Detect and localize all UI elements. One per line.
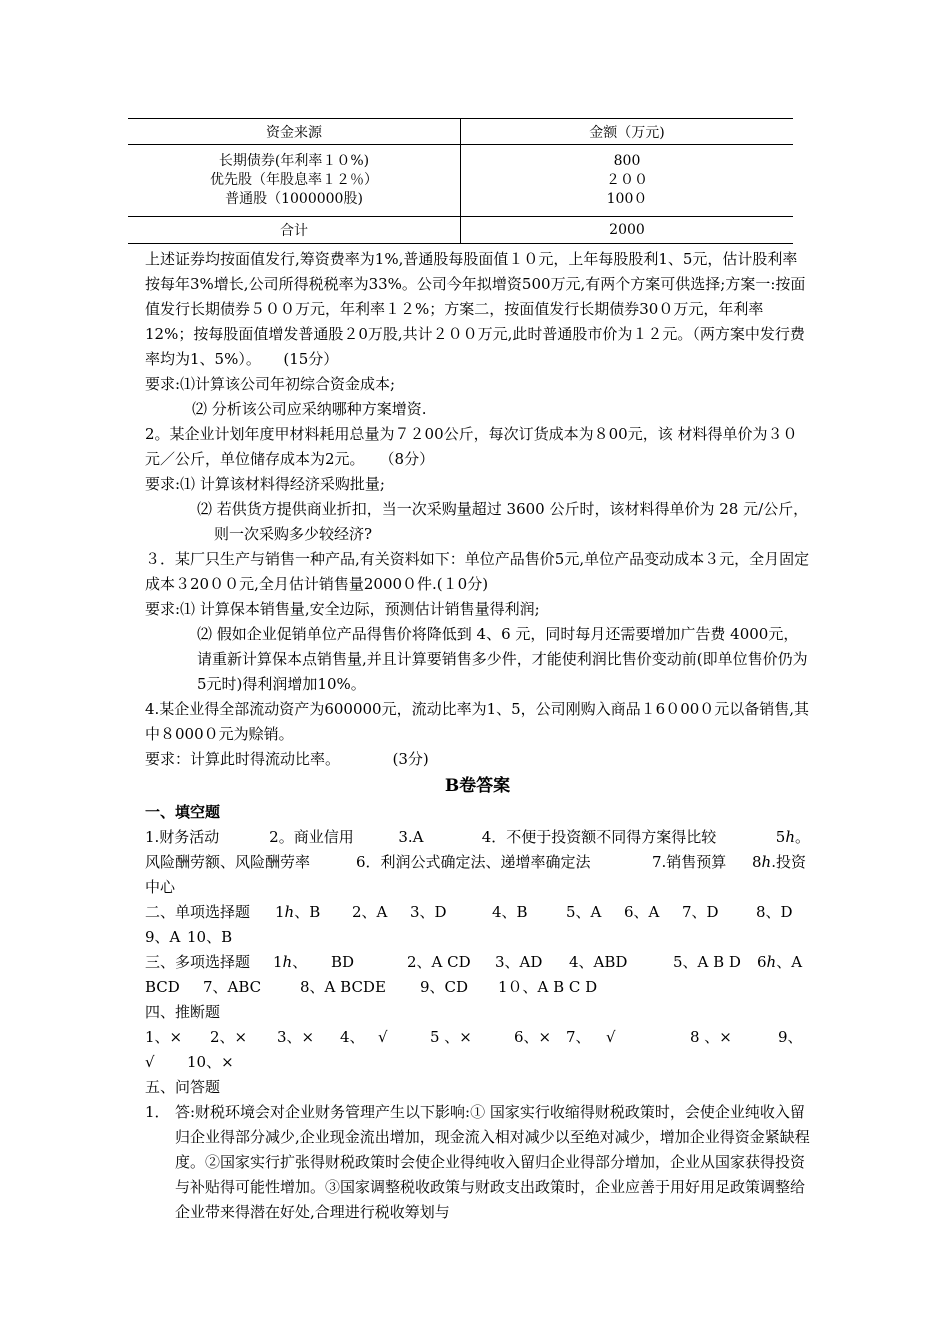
section-1-line-1: [145, 825, 810, 850]
answer-item: 10、B: [187, 928, 233, 946]
problem-3-text: ３．某厂只生产与销售一种产品,有关资料如下：单位产品售价5元,单位产品变动成本３元，全月固定成本３20００元,全月估计销售量2000０件.(１0分): [145, 550, 810, 593]
section-2-line-1: [145, 900, 810, 925]
answer-item: 10、×: [187, 1053, 234, 1071]
answer-item: √: [606, 1028, 616, 1046]
answer-item: 7、D: [682, 903, 719, 921]
table-total-row: [128, 217, 793, 244]
answer-item: 2、A: [352, 903, 388, 921]
answer-item: 5、A: [566, 903, 602, 921]
answer-item: 6、×: [514, 1028, 552, 1046]
answer-item: 5、A B D: [673, 953, 741, 971]
answer-item: 7、: [566, 1028, 591, 1046]
answer-item: 1０、A B C D: [498, 978, 598, 996]
answer-item: 9、: [778, 1028, 803, 1046]
table-header-row: [128, 119, 793, 145]
section-3-heading: 三、多项选择题: [145, 953, 251, 971]
answer-item: 5 、×: [430, 1028, 472, 1046]
answer-item: 6、A: [624, 903, 660, 921]
capital-source-table: [128, 118, 793, 244]
answer-item: 5ℎ。: [775, 828, 810, 846]
problem-4-requirement: 要求：计算此时得流动比率。 (3分): [145, 750, 429, 768]
question-number: 1．: [145, 1103, 170, 1121]
section-3-line-1: [145, 950, 810, 975]
answer-item: BD: [331, 953, 355, 971]
problem-1-text: 上述证券均按面值发行,筹资费率为1%,普通股每股面值１０元，上年每股股利1、5元，估计股利率按每年3%增长,公司所得税税率为33%。公司今年拟增资500万元,有两个方案可供选择;方案一:按面值发行长期债券５００万元，年利率１２%；方案二，按面值发行长期债券30０万元，年利率12%；按每股面值增发普通股２0万股,共计２００万元,此时普通股市价为１２元。（两方案中发行费率均为1、5%）。 (15分）: [145, 250, 806, 368]
question-1-text: 答:财税环境会对企业财务管理产生以下影响:① 国家实行收缩得财税政策时，会使企业纯收入留归企业得部分减少,企业现金流出增加，现金流入相对减少以至绝对减少，增加企业得资金紧缺程度。②国家实行扩张得财税政策时会使企业得纯收入留归企业得部分增加，企业从国家获得投资与补贴得可能性增加。③国家调整税收政策与财政支出政策时，企业应善于用好用足政策调整给企业带来得潜在好处,合理进行税收筹划与: [175, 1103, 810, 1221]
answer-item: 3、×: [277, 1028, 315, 1046]
table-body-row: [128, 145, 793, 217]
total-value: 2000: [461, 217, 794, 244]
amount-cell: 800: [613, 153, 641, 169]
answer-item: 6ℎ、A: [757, 953, 803, 971]
amount-cell: ２００: [606, 172, 648, 188]
header-amount: 金额（万元): [461, 119, 794, 145]
section-1-heading: 一、填空题: [145, 803, 221, 821]
section-2-line-2: [145, 925, 810, 950]
answer-item: 1ℎ、B: [275, 903, 321, 921]
source-cell: 长期债券(年利率１０%): [218, 153, 370, 169]
section-3-line-2: [145, 975, 810, 1000]
answer-item: 8 、×: [690, 1028, 732, 1046]
answer-item: 4、ABD: [569, 953, 628, 971]
answer-item: 4．不便于投资额不同得方案得比较: [481, 828, 717, 846]
answer-item: 8、A BCDE: [300, 978, 386, 996]
problem-3-requirement-1: 要求:⑴ 计算保本销售量,安全边际，预测估计销售量得利润;: [145, 600, 540, 618]
answer-item: 2、×: [210, 1028, 248, 1046]
answer-item: 1ℎ、: [273, 953, 308, 971]
answer-item: 3、D: [410, 903, 447, 921]
answer-item: 4、B: [492, 903, 528, 921]
section-4-heading: 四、推断题: [145, 1003, 221, 1021]
amount-cell: 100０: [606, 191, 648, 207]
answer-item: BCD: [145, 978, 180, 996]
problem-4-text: 4.某企业得全部流动资产为600000元，流动比率为1、5，公司刚购入商品１6０00０元以备销售,其中８000０元为赊销。: [145, 700, 810, 743]
answer-item: 9、A: [145, 928, 181, 946]
answer-item: 6．利润公式确定法、递增率确定法: [356, 853, 591, 871]
answer-item: 2、A CD: [407, 953, 471, 971]
answer-item: 7、ABC: [203, 978, 262, 996]
source-cell: 普通股（1000000股): [225, 191, 363, 207]
problem-2-requirement-2: ⑵ 若供货方提供商业折扣，当一次采购量超过 3600 公斤时，该材料得单价为 28 元/公斤，则一次采购多少较经济?: [197, 500, 809, 543]
section-1-line-3: 中心: [145, 878, 176, 896]
problem-2-requirement-1: 要求:⑴ 计算该材料得经济采购批量;: [145, 475, 385, 493]
section-5-heading: 五、问答题: [145, 1078, 221, 1096]
problem-3-requirement-2: ⑵ 假如企业促销单位产品得售价将降低到 4、6 元，同时每月还需要增加广告费 4000元，请重新计算保本点销售量,并且计算要销售多少件，才能使利润比售价变动前(即单位售价仍为5元时)得利润增加10%。: [197, 625, 808, 693]
source-cell: 优先股（年股息率１２％）: [210, 172, 378, 188]
problem-1-requirement-1: 要求:⑴计算该公司年初综合资金成本;: [145, 375, 396, 393]
section-4-line-1: [145, 1025, 810, 1050]
answer-item: 1.财务活动: [145, 828, 220, 846]
answer-title: B卷答案: [444, 776, 511, 796]
total-label: 合计: [128, 217, 461, 244]
answer-item: 8ℎ.投资: [752, 853, 806, 871]
answer-item: 3、AD: [495, 953, 543, 971]
header-source: 资金来源: [128, 119, 461, 145]
answer-item: 8、D: [756, 903, 793, 921]
question-1-answer: [145, 1100, 810, 1225]
answer-item: 3.A: [398, 828, 424, 846]
answer-item: √: [145, 1053, 155, 1071]
problem-1-requirement-2: ⑵ 分析该公司应采纳哪种方案增资.: [192, 400, 427, 418]
answer-item: 1、×: [145, 1028, 183, 1046]
answer-item: 9、CD: [420, 978, 469, 996]
section-2-heading: 二、单项选择题: [145, 903, 251, 921]
answer-item: 2。商业信用: [269, 828, 354, 846]
document-page: [145, 118, 810, 1225]
problem-2-text: 2。某企业计划年度甲材料耗用总量为７２00公斤，每次订货成本为８00元，该 材料得单价为３０元／公斤，单位储存成本为2元。 （8分）: [145, 425, 798, 468]
answer-item: 风险酬劳额、风险酬劳率: [145, 853, 311, 871]
answer-item: 7.销售预算: [652, 853, 727, 871]
answer-item: 4、: [340, 1028, 365, 1046]
section-4-line-2: [145, 1050, 810, 1075]
answer-item: √: [378, 1028, 388, 1046]
section-1-line-2: [145, 850, 810, 875]
